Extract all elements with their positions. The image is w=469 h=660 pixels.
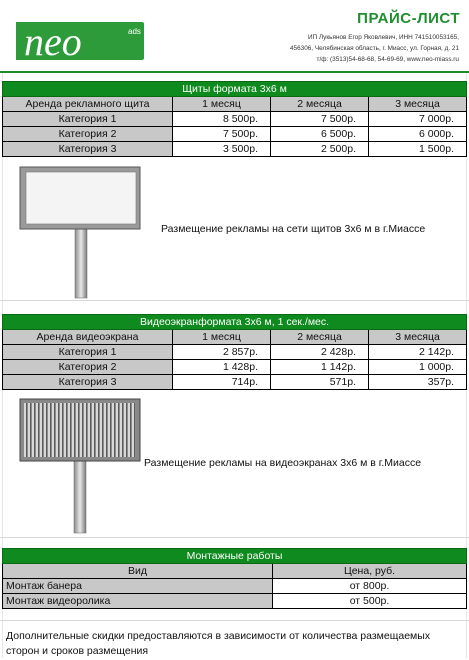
installation-price-table: [2, 548, 467, 609]
service-cell: Монтаж банера: [3, 579, 273, 594]
table-row: [3, 594, 467, 609]
price-cell: 2 142р.: [369, 345, 467, 360]
billboard-caption: Размещение рекламы на сети щитов 3х6 м в г.Миассе: [161, 223, 426, 235]
price-cell: 6 500р.: [271, 127, 369, 142]
table-row: [3, 345, 467, 360]
billboard-col-header: 3 месяца: [369, 97, 467, 112]
videoscreen-col-header: Аренда видеоэкрана: [3, 330, 173, 345]
videoscreen-caption: Размещение рекламы на видеоэкранах 3х6 м в г.Миассе: [144, 457, 422, 469]
document-title: ПРАЙС-ЛИСТ: [357, 10, 460, 27]
price-cell: 571р.: [271, 375, 369, 390]
videoscreen-col-header: 3 месяца: [369, 330, 467, 345]
price-cell: 6 000р.: [369, 127, 467, 142]
price-cell: 7 500р.: [271, 112, 369, 127]
price-cell: 1 428р.: [173, 360, 271, 375]
contact-line-3: т/ф: (3513)54-68-68, 54-69-69, www.neo-miass.ru: [316, 56, 459, 63]
price-cell: 2 428р.: [271, 345, 369, 360]
category-cell: Категория 3: [3, 375, 173, 390]
contact-line-1: ИП Лукьянов Егор Яковлевич, ИНН 741510053165,: [307, 34, 459, 41]
price-cell: 3 500р.: [173, 142, 271, 157]
table-row: [3, 375, 467, 390]
billboard-table-title: Щиты формата 3х6 м: [3, 82, 467, 97]
videoscreen-col-header: 2 месяца: [271, 330, 369, 345]
videoscreen-illustration: [18, 397, 144, 535]
billboard-col-header: 2 месяца: [271, 97, 369, 112]
table-row: [3, 579, 467, 594]
category-cell: Категория 2: [3, 360, 173, 375]
table-row: [3, 360, 467, 375]
price-cell: 8 500р.: [173, 112, 271, 127]
price-cell: 7 000р.: [369, 112, 467, 127]
table-row: [3, 112, 467, 127]
videoscreen-col-header: 1 месяц: [173, 330, 271, 345]
price-cell: от 800р.: [273, 579, 467, 594]
category-cell: Категория 1: [3, 112, 173, 127]
billboard-illustration: [18, 165, 144, 300]
videoscreen-table-title: Видеоэкранформата 3х6 м, 1 сек./мес.: [3, 315, 467, 330]
price-cell: 2 500р.: [271, 142, 369, 157]
table-row: [3, 127, 467, 142]
price-cell: от 500р.: [273, 594, 467, 609]
billboard-col-header: 1 месяц: [173, 97, 271, 112]
price-cell: 2 857р.: [173, 345, 271, 360]
service-cell: Монтаж видеоролика: [3, 594, 273, 609]
installation-col-header: Вид: [3, 564, 273, 579]
price-cell: 1 000р.: [369, 360, 467, 375]
logo-sub-text: ads: [128, 27, 141, 36]
category-cell: Категория 1: [3, 345, 173, 360]
table-row: [3, 142, 467, 157]
discount-note: Дополнительные скидки предоставляются в зависимости от количества размещаемых сторон и сроков размещения: [6, 630, 431, 657]
price-cell: 7 500р.: [173, 127, 271, 142]
price-cell: 1 500р.: [369, 142, 467, 157]
billboard-col-header: Аренда рекламного щита: [3, 97, 173, 112]
category-cell: Категория 3: [3, 142, 173, 157]
contact-line-2: 456306, Челябинская область, г. Миасс, ул. Горная, д. 21: [289, 45, 459, 52]
neo-logo: [16, 16, 156, 64]
videoscreen-price-table: [2, 314, 467, 390]
price-cell: 357р.: [369, 375, 467, 390]
logo-text: neo: [24, 19, 82, 64]
price-cell: 714р.: [173, 375, 271, 390]
installation-table-title: Монтажные работы: [3, 549, 467, 564]
installation-col-header: Цена, руб.: [273, 564, 467, 579]
billboard-price-table: [2, 81, 467, 157]
category-cell: Категория 2: [3, 127, 173, 142]
price-cell: 1 142р.: [271, 360, 369, 375]
header-divider: [0, 71, 469, 73]
